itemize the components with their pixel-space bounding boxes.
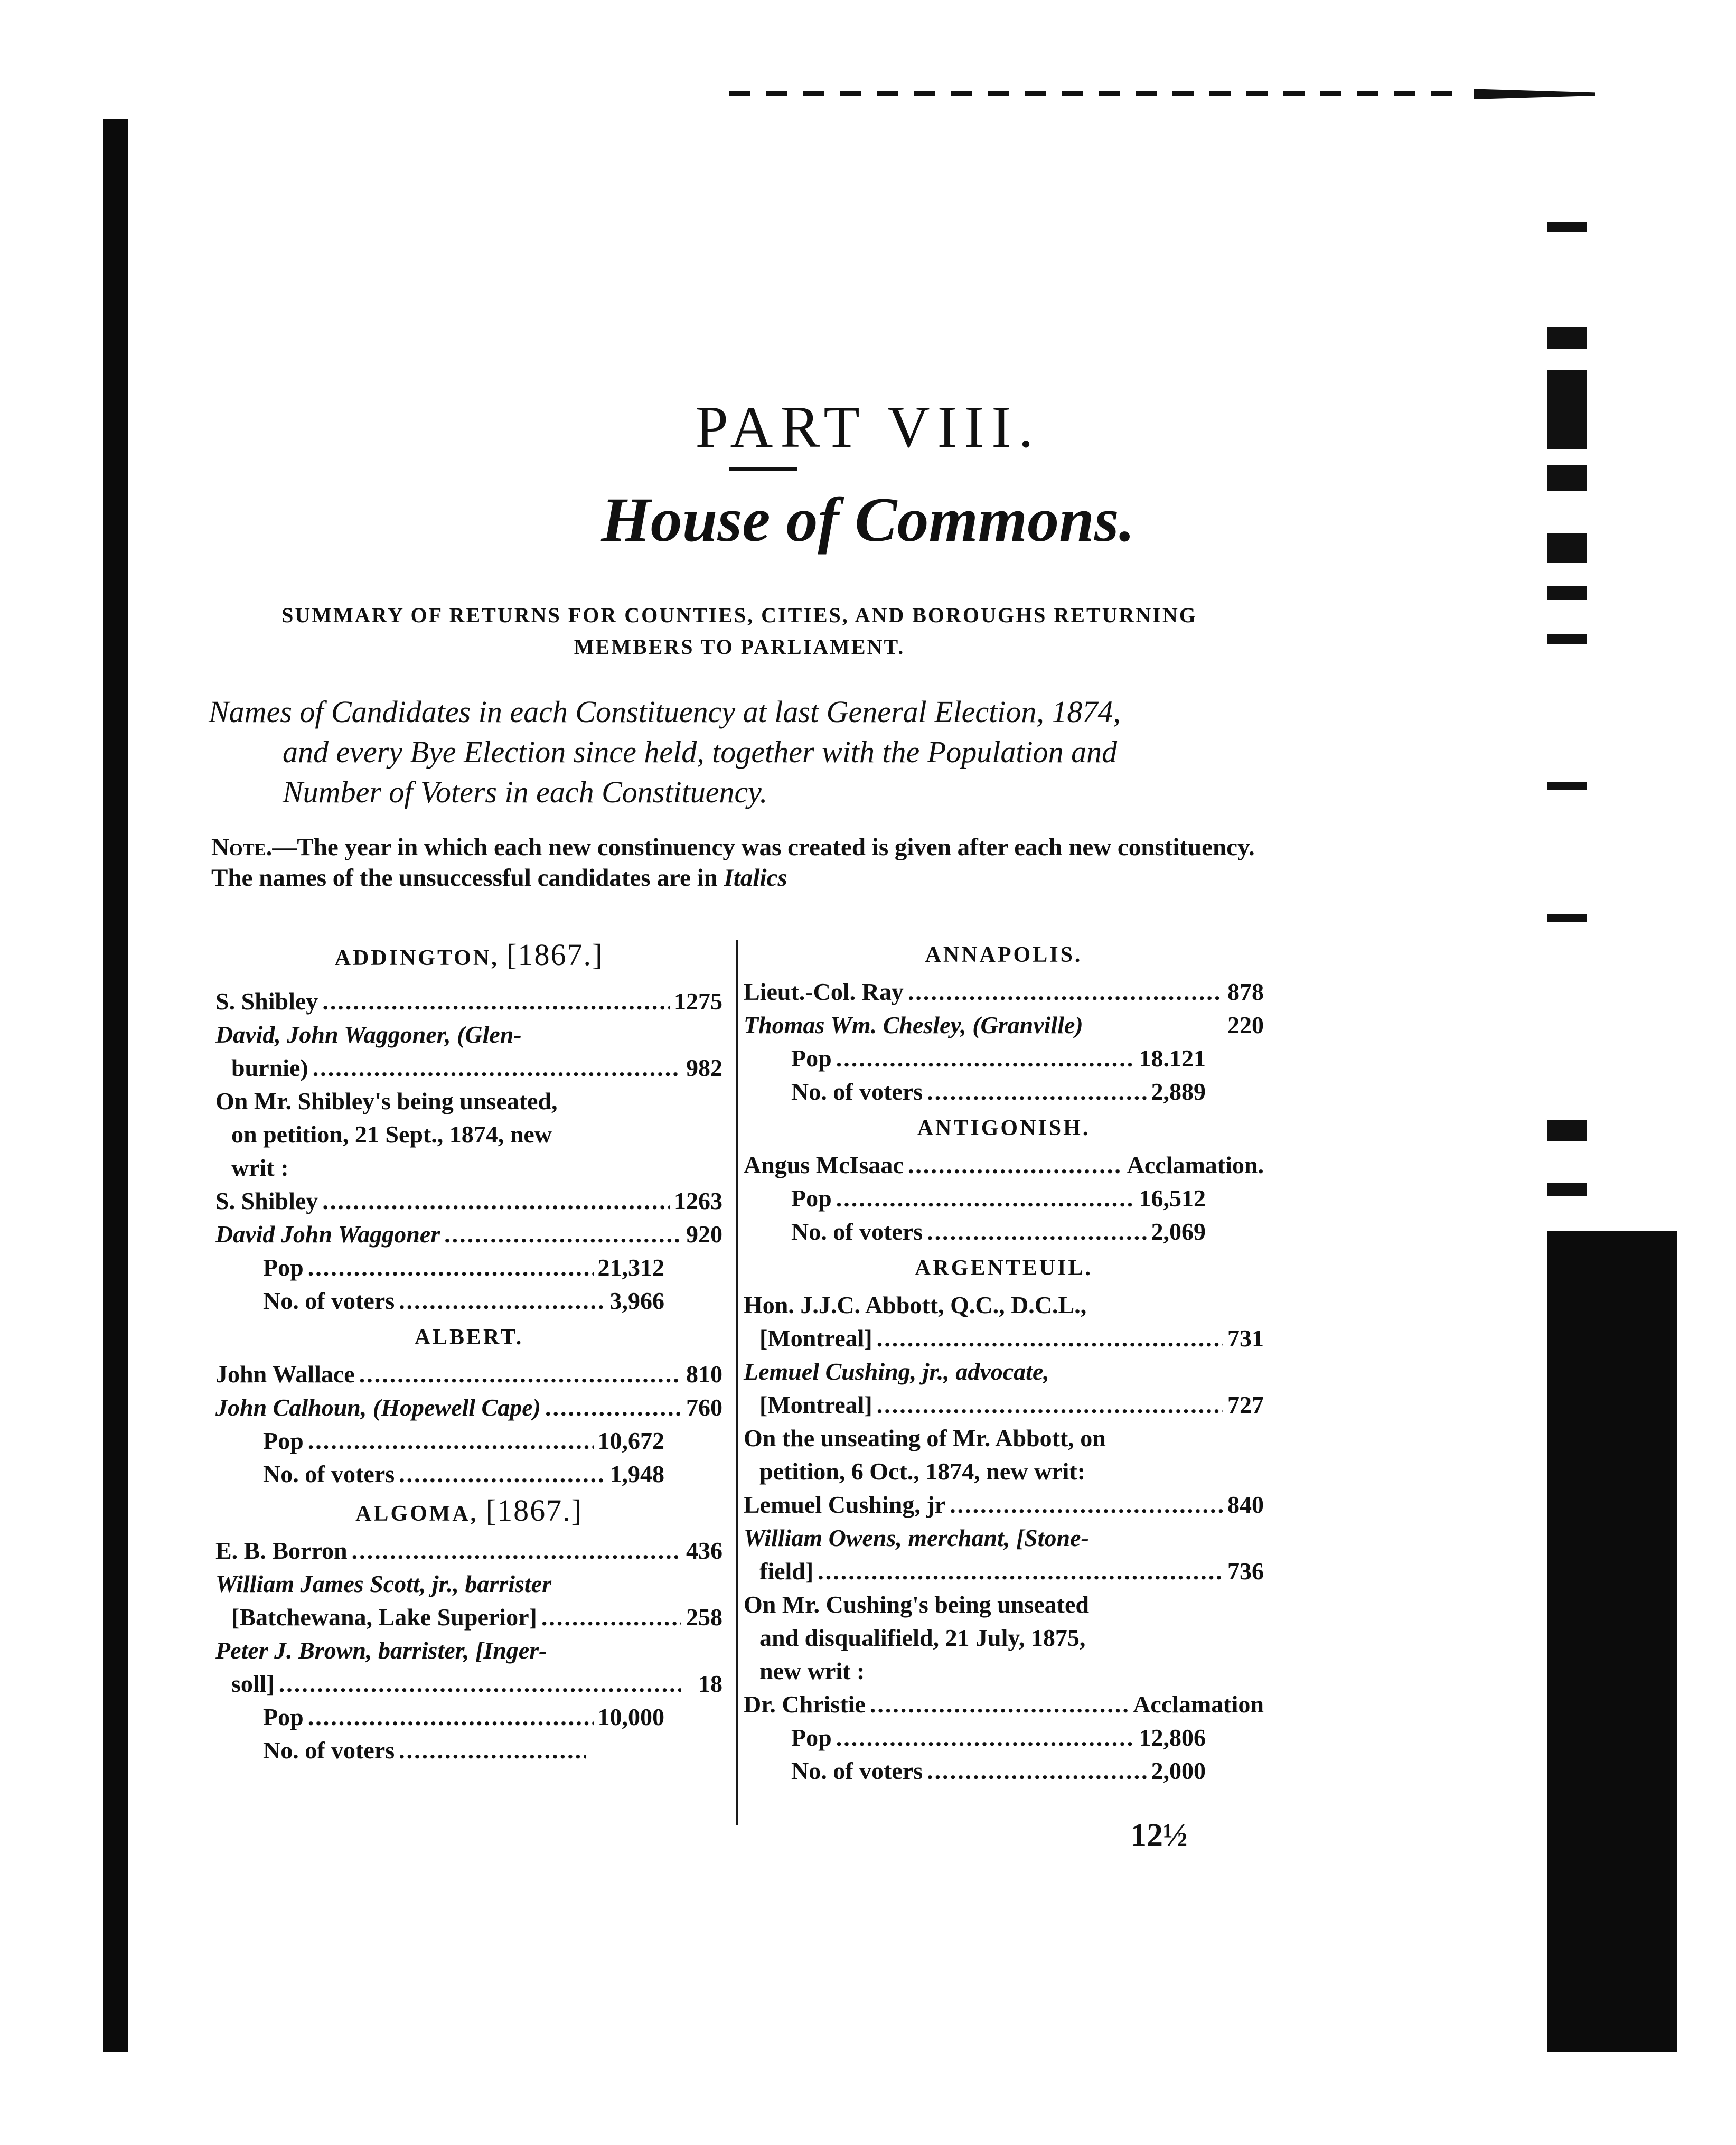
population-label: Pop [263, 1427, 304, 1454]
candidate-name: Lemuel Cushing, jr [744, 1491, 946, 1518]
note-lead: Note. [211, 833, 273, 861]
candidate-name: David John Waggoner [215, 1221, 440, 1248]
candidate-row [215, 1391, 722, 1424]
vote-count: 810 [686, 1361, 722, 1388]
candidate-row [744, 1488, 1264, 1521]
population-value: 12,806 [1139, 1724, 1206, 1751]
scan-edge-mark [1547, 586, 1587, 600]
population-value: 16,512 [1139, 1185, 1206, 1212]
population-value: 10,672 [597, 1427, 664, 1454]
candidate-name: John Calhoun, (Hopewell Cape) [215, 1394, 541, 1421]
summary-line-2: MEMBERS TO PARLIAMENT. [574, 635, 905, 659]
intro-line-2: and every Bye Election since held, together with the Population and [283, 735, 1118, 769]
election-note: on petition, 21 Sept., 1874, new [231, 1121, 552, 1148]
voters-label: No. of voters [263, 1460, 395, 1487]
population-row [215, 1700, 722, 1734]
constituency-name: ALBERT. [414, 1325, 524, 1350]
voters-row [215, 1457, 722, 1491]
note-text: —The year in which each new constinuency was created is given after each new constituency. The names of the unsuccessful candidates are in [211, 833, 1255, 892]
voters-value: 1,948 [609, 1460, 664, 1487]
election-note: On Mr. Shibley's being unseated, [215, 1088, 558, 1114]
constituency-name: ANTIGONISH. [917, 1116, 1091, 1140]
constituency-name: ADDINGTON, [334, 946, 499, 970]
candidate-row [215, 1217, 722, 1251]
candidate-row [215, 1634, 722, 1667]
voters-label: No. of voters [263, 1737, 395, 1764]
population-label: Pop [791, 1724, 832, 1751]
vote-count: 760 [686, 1394, 722, 1421]
constituency-heading-annapolis [744, 935, 1264, 975]
candidate-name: Peter J. Brown, barrister, [Inger- [215, 1637, 547, 1664]
voters-value: 3,966 [609, 1287, 664, 1314]
voters-label: No. of voters [791, 1078, 923, 1105]
population-row [744, 1182, 1264, 1215]
candidate-name: William Owens, merchant, [Stone- [744, 1524, 1089, 1551]
candidate-name: Dr. Christie [744, 1691, 866, 1718]
constituency-heading-argenteuil [744, 1248, 1264, 1288]
voters-value: 2,069 [1151, 1218, 1206, 1245]
candidate-row-cont [215, 1667, 722, 1700]
candidate-row [744, 975, 1264, 1008]
voters-row [744, 1215, 1264, 1248]
population-label: Pop [263, 1703, 304, 1730]
candidate-row [215, 1567, 722, 1600]
constituency-name: ANNAPOLIS. [925, 943, 1083, 967]
candidate-row [215, 1357, 722, 1391]
voters-value: 2,889 [1151, 1078, 1206, 1105]
part-title: PART VIII. [695, 395, 1041, 460]
scan-edge-mark [1547, 1120, 1587, 1141]
column-divider [736, 940, 738, 1825]
intro-line-1: Names of Candidates in each Constituency at last General Election, 1874, [209, 695, 1121, 729]
vote-count: 840 [1227, 1491, 1264, 1518]
vote-count: 727 [1227, 1391, 1264, 1418]
election-note: new writ : [759, 1657, 865, 1684]
scan-edge-mark [1547, 634, 1587, 644]
election-note: writ : [231, 1154, 289, 1181]
scan-edge-mark [1547, 914, 1587, 922]
population-value: 10,000 [597, 1703, 664, 1730]
candidate-row-cont [215, 1600, 722, 1634]
scan-top-wedge [1474, 85, 1595, 99]
vote-count: 878 [1227, 978, 1264, 1005]
constituency-year: [1867.] [506, 938, 604, 972]
vote-count: 920 [686, 1221, 722, 1248]
candidate-name-cont: [Montreal] [759, 1325, 872, 1352]
population-value: 21,312 [597, 1254, 664, 1281]
intro-line-3: Number of Voters in each Constituency. [283, 775, 768, 809]
scan-right-edge-block [1547, 1231, 1677, 2052]
candidate-name: William James Scott, jr., barrister [215, 1570, 551, 1597]
voters-value: 2,000 [1151, 1757, 1206, 1784]
voters-label: No. of voters [263, 1287, 395, 1314]
vote-count: Acclamation [1133, 1691, 1264, 1718]
candidate-name: Lemuel Cushing, jr., advocate, [744, 1358, 1049, 1385]
voters-label: No. of voters [791, 1757, 923, 1784]
election-note: petition, 6 Oct., 1874, new writ: [759, 1458, 1086, 1485]
vote-count: 220 [1227, 1011, 1264, 1038]
vote-count: 1263 [674, 1187, 722, 1214]
left-column [215, 935, 722, 1767]
intro-paragraph [209, 692, 1270, 812]
candidate-name-cont: burnie) [231, 1054, 308, 1081]
candidate-row-cont [744, 1322, 1264, 1355]
house-title: House of Commons. [601, 484, 1135, 555]
candidate-row [744, 1688, 1264, 1721]
candidate-name: Angus McIsaac [744, 1151, 904, 1178]
vote-count: 436 [686, 1537, 722, 1564]
population-row [744, 1042, 1264, 1075]
scan-edge-mark [1547, 222, 1587, 232]
title-rule [729, 467, 797, 471]
population-row [215, 1251, 722, 1284]
note-paragraph [211, 832, 1270, 893]
candidate-row [215, 985, 722, 1018]
scan-edge-mark [1547, 327, 1587, 349]
vote-count: 982 [686, 1054, 722, 1081]
candidate-row-cont [744, 1554, 1264, 1588]
candidate-name-cont: [Montreal] [759, 1391, 872, 1418]
election-note: On Mr. Cushing's being unseated [744, 1591, 1089, 1618]
scan-edge-mark [1547, 1183, 1587, 1196]
candidate-row-cont [215, 1051, 722, 1084]
constituency-year: [1867.] [485, 1493, 583, 1528]
constituency-heading-antigonish [744, 1108, 1264, 1148]
candidate-name: John Wallace [215, 1361, 355, 1388]
candidate-name-cont: soll] [231, 1670, 275, 1697]
candidate-name: Thomas Wm. Chesley, (Granville) [744, 1011, 1083, 1038]
note-italic: Italics [724, 864, 787, 892]
vote-count: 736 [1227, 1558, 1264, 1585]
election-note: and disqualifield, 21 July, 1875, [759, 1624, 1086, 1651]
vote-count: Acclamation. [1127, 1151, 1264, 1178]
vote-count: 258 [686, 1604, 722, 1631]
candidate-row [744, 1148, 1264, 1182]
constituency-heading-addington [215, 935, 722, 978]
scan-top-edge [729, 91, 1468, 96]
constituency-heading-albert [215, 1317, 722, 1357]
election-note: On the unseating of Mr. Abbott, on [744, 1425, 1106, 1451]
vote-count: 731 [1227, 1325, 1264, 1352]
candidate-row [744, 1355, 1264, 1388]
population-value: 18.121 [1139, 1045, 1206, 1072]
candidate-row-cont [744, 1388, 1264, 1421]
voters-row [215, 1284, 722, 1317]
candidate-name-cont: [Batchewana, Lake Superior] [231, 1604, 537, 1631]
vote-count: 18 [698, 1670, 722, 1697]
candidate-row [215, 1184, 722, 1217]
vote-count: 1275 [674, 988, 722, 1015]
constituency-heading-algoma [215, 1491, 722, 1534]
constituency-name: ARGENTEUIL. [915, 1256, 1093, 1280]
summary-heading [211, 600, 1268, 663]
population-row [215, 1424, 722, 1457]
candidate-name: S. Shibley [215, 1187, 318, 1214]
candidate-name: Lieut.-Col. Ray [744, 978, 904, 1005]
population-label: Pop [263, 1254, 304, 1281]
voters-row [744, 1754, 1264, 1787]
population-row [744, 1721, 1264, 1754]
candidate-name: E. B. Borron [215, 1537, 348, 1564]
candidate-row [215, 1534, 722, 1567]
voters-row [215, 1734, 722, 1767]
candidate-name-cont: field] [759, 1558, 814, 1585]
candidate-row [215, 1018, 722, 1051]
page-number: 12½ [1130, 1818, 1188, 1853]
candidate-name: S. Shibley [215, 988, 318, 1015]
summary-line-1: SUMMARY OF RETURNS FOR COUNTIES, CITIES, AND BOROUGHS RETURNING [281, 603, 1197, 627]
candidate-name: David, John Waggoner, (Glen- [215, 1021, 522, 1048]
candidate-row [744, 1008, 1264, 1042]
candidate-row [744, 1521, 1264, 1554]
voters-label: No. of voters [791, 1218, 923, 1245]
scan-edge-mark [1547, 782, 1587, 790]
constituency-name: ALGOMA, [355, 1502, 478, 1526]
population-label: Pop [791, 1045, 832, 1072]
population-label: Pop [791, 1185, 832, 1212]
right-column [744, 935, 1264, 1787]
candidate-name: Hon. J.J.C. Abbott, Q.C., D.C.L., [744, 1291, 1087, 1318]
voters-row [744, 1075, 1264, 1108]
